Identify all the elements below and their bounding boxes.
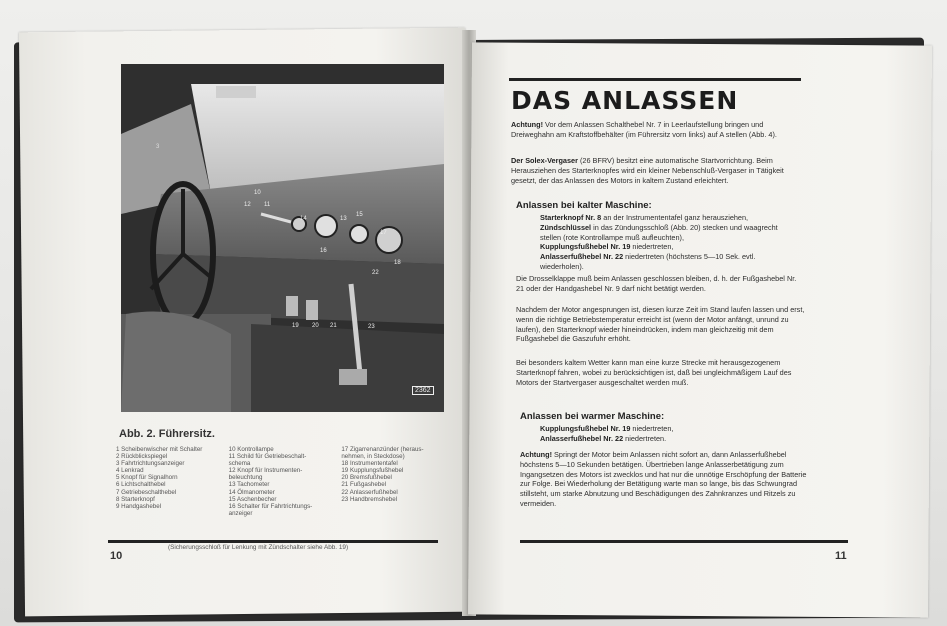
legend-item: 1 Scheibenwischer mit Schalter xyxy=(116,446,203,453)
callout: 15 xyxy=(356,212,363,218)
legend-item: schema xyxy=(228,460,251,468)
legend-item: beleuchtung xyxy=(228,474,263,482)
page-heading: DAS ANLASSEN xyxy=(511,86,739,115)
callout: 18 xyxy=(394,260,401,266)
callout: 10 xyxy=(254,190,261,196)
callout: 16 xyxy=(320,248,327,254)
photo-stamp: 2362 xyxy=(412,386,434,395)
paragraph-warmup: Nachdem der Motor angesprungen ist, diesen kurze Zeit im Stand laufen lassen und erst, wenn die richtige Betriebstemperatur erreicht ist (wenn der Motor anfängt, unrund zu laufen), den Starterknopf wieder hineindrücken, indem man gleichzeitig mit dem Fußgashebel die Gaszufuhr erhöht. xyxy=(516,305,805,344)
warning-label: Achtung! xyxy=(520,450,553,459)
left-bottom-rule xyxy=(108,540,438,543)
legend-item: 19 Kupplungsfußhebel xyxy=(341,467,404,475)
callout: 11 xyxy=(264,202,271,208)
figure-caption: Abb. 2. Führersitz. xyxy=(119,428,215,440)
callout: 21 xyxy=(330,323,337,329)
legend-column-1 xyxy=(116,446,221,517)
callout: 14 xyxy=(300,216,307,222)
warm-steps: Kupplungsfußhebel Nr. 19 niedertreten, Anlasserfußhebel Nr. 22 niedertreten. xyxy=(540,424,674,443)
legend-item: 6 Lichtschalthebel xyxy=(116,481,166,489)
legend-item: 8 Starterknopf xyxy=(116,495,155,503)
paragraph-throttle: Die Drosselklappe muß beim Anlassen geschlossen bleiben, d. h. der Fußgashebel Nr. 21 oder der Handgashebel Nr. 9 darf nicht betätigt werden. xyxy=(516,274,797,293)
legend-item: 14 Ölmanometer xyxy=(228,488,275,496)
legend-item: 11 Schild für Getriebeschalt- xyxy=(228,453,307,461)
legend-item: 23 Handbremshebel xyxy=(341,495,398,503)
legend-item: 5 Knopf für Signalhorn xyxy=(116,474,178,482)
page-number-right: 11 xyxy=(835,550,847,562)
legend-item: 2 Rückblickspiegel xyxy=(116,453,168,461)
callout: 12 xyxy=(244,202,251,208)
legend-item: 7 Getriebeschalthebel xyxy=(116,488,177,496)
legend-item: 15 Aschenbecher xyxy=(228,495,277,503)
legend-item: 16 Schalter für Fahrtrichtungs- xyxy=(228,502,313,510)
dashboard-photo xyxy=(121,64,444,412)
paragraph-warning-1: Achtung! Vor dem Anlassen Schalthebel Nr. 7 in Leerlaufstellung bringen und Dreiweghahn am Kraftstoffbehälter (im Führersitz vorn links) auf A stellen (Abb. 4). xyxy=(511,120,777,139)
dashboard-illustration xyxy=(121,64,444,412)
legend-item: 21 Fußgashebel xyxy=(341,481,387,489)
cold-steps: Starterknopf Nr. 8 an der Instrumententafel ganz herausziehen, Zündschlüssel in das Zündungsschloß (Abb. 20) stecken und waagrecht stellen (rote Kontrollampe muß aufleuchten), Kupplungsfußhebel Nr. 19 niedertreten, Anlasserfußhebel Nr. 22 niedertreten (höchstens 5—10 Sek. evtl. wiederholen). xyxy=(540,213,778,271)
figure-legend xyxy=(116,446,446,517)
legend-item: 10 Kontrollampe xyxy=(228,446,274,453)
legend-item: 13 Tachometer xyxy=(228,481,270,489)
legend-item: 9 Handgashebel xyxy=(116,502,162,510)
callout: 23 xyxy=(368,324,375,330)
legend-item: anzeiger xyxy=(228,509,253,517)
legend-column-2 xyxy=(229,446,334,517)
paragraph-solex: Der Solex-Vergaser (26 BFRV) besitzt eine automatische Startvorrichtung. Beim Herausziehen des Starterknopfes wird ein kleiner Nebenschluß-Vergaser in Tätigkeit gesetzt, der das Anlassen des Motors in kaltem Zustand erleichtert. xyxy=(511,156,784,185)
paragraph-cold-weather: Bei besonders kaltem Wetter kann man eine kurze Strecke mit herausgezogenem Starterknopf fahren, wobei zu berücksichtigen ist, daß bei ungleichmäßigem Lauf des Motors der Startvergaser ausgeschaltet werden muß. xyxy=(516,358,792,387)
legend-item: nehmen, in Steckdose) xyxy=(341,453,405,461)
legend-item: 22 Anlasserfußhebel xyxy=(341,488,398,496)
paragraph-warning-2: Achtung! Springt der Motor beim Anlassen nicht sofort an, dann Anlasserfußhebel höchstens 5—10 Sekunden betätigen. Übertrieben lange Anlasserbetätigung zum Ingangsetzen des Motors ist zwecklos und hat nur die unnötige Erschöpfung der Batterie zur Folge. Bei Wiederholung der Betätigung warte man so lange, bis das Schwungrad stillsteht, um starke Abnutzung und Beschädigungen des Zahnkranzes und Ritzels zu vermeiden. xyxy=(520,450,807,508)
legend-item: 12 Knopf für Instrumenten- xyxy=(228,467,303,475)
page-number-left: 10 xyxy=(110,550,123,562)
subheading-warm: Anlassen bei warmer Maschine: xyxy=(520,411,665,422)
callout: 22 xyxy=(372,270,379,276)
callout: 17 xyxy=(380,230,387,236)
legend-item: 17 Zigarrenanzünder (heraus- xyxy=(341,446,424,453)
legend-item: 3 Fahrtrichtungsanzeiger xyxy=(116,460,185,468)
legend-item: 18 Instrumententafel xyxy=(341,460,398,468)
callout: 19 xyxy=(292,323,299,329)
right-top-rule xyxy=(509,78,801,81)
callout: 20 xyxy=(312,323,319,329)
legend-item: 4 Lenkrad xyxy=(116,467,144,475)
callout: 13 xyxy=(340,216,347,222)
subheading-cold: Anlassen bei kalter Maschine: xyxy=(516,200,652,211)
right-bottom-rule xyxy=(520,540,848,543)
solex-label: Der Solex-Vergaser xyxy=(511,156,578,165)
legend-item: 20 Bremsfußhebel xyxy=(341,474,392,482)
legend-note: (Sicherungsschloß für Lenkung mit Zündschalter siehe Abb. 19) xyxy=(168,544,349,551)
callout: 3 xyxy=(156,144,160,150)
legend-column-3 xyxy=(341,446,446,517)
warning-label: Achtung! xyxy=(511,120,544,129)
